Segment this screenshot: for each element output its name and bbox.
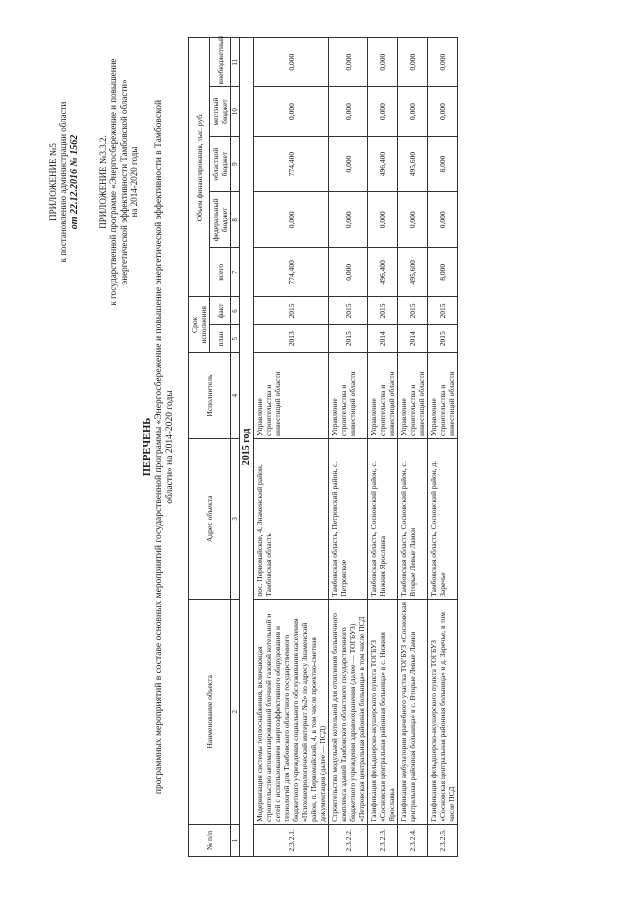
col-total-header: всего (210, 248, 231, 297)
col-executor-header: Исполнитель (189, 353, 231, 439)
appendix-332-title: ПРИЛОЖЕНИЕ №3.3.2. (98, 135, 108, 229)
row-total: 496,400 (368, 248, 398, 297)
row-plan: 2014 (368, 325, 398, 353)
row-fact: 2015 (254, 297, 329, 325)
row-num: 2.3.2.2. (329, 824, 368, 856)
title-line-3: области» на 2014-2020 годы (164, 390, 175, 504)
year-row (240, 38, 254, 857)
row-fact: 2015 (398, 297, 428, 325)
row-num: 2.3.2.4. (398, 824, 428, 856)
row-local: 0,000 (368, 87, 398, 136)
table-row (398, 38, 428, 857)
row-regional: 8,000 (428, 136, 458, 192)
title-line-2: программных мероприятий в составе основных мероприятий государственной программы «Энергосбережение и повышение энергетической эффективности в Тамбовской (154, 99, 165, 795)
col-number: 2 (231, 599, 240, 824)
row-federal: 0,000 (329, 192, 368, 248)
col-local-header: местный бюджет (210, 87, 231, 136)
table-row (428, 38, 458, 857)
row-fact: 2015 (428, 297, 458, 325)
col-funding-header: Объем финансирования, тыс. руб. (189, 38, 210, 298)
col-number: 5 (231, 325, 240, 353)
row-offbudget: 0,000 (329, 38, 368, 87)
row-total: 0,000 (329, 248, 368, 297)
appendix-332-line2: к государственной программе «Энергосбережение и повышение (108, 58, 119, 306)
appendix-332-line4: на 2014-2020 годы (129, 146, 140, 218)
document-sheet (40, 17, 600, 887)
row-name: Газификация фельдшерско-акушерского пункта ТОГБУЗ «Сосновская центральная районная больница» в д. Заречье, в том числе ПСД (428, 599, 458, 824)
year-label: 2015 год (240, 38, 254, 857)
row-regional: 495,600 (398, 136, 428, 192)
row-plan: 2013 (254, 325, 329, 353)
row-name: Строительство модульной котельной для отопления больничного комплекса зданий Тамбовского областного государственного бюджетного учреждения здравоохранения (далее — ТОГБУЗ) «Петровская центральная районная больница» в том числе ПСД (329, 599, 368, 824)
document-title (142, 47, 176, 847)
table-row (368, 38, 398, 857)
row-executor: Управление строительства и инвестиций области (368, 353, 398, 439)
row-federal: 0,000 (428, 192, 458, 248)
header-row-1 (189, 38, 210, 857)
col-number: 4 (231, 353, 240, 439)
row-address: Тамбовская область, Петровский район, с. Петровское (329, 438, 368, 599)
row-name: Газификация амбулатории врачебного участка ТОГБУЗ «Сосновская центральная районная больница» в с. Вторые Левые Ламки (398, 599, 428, 824)
appendix-5-subtitle: к постановлению администрации области (58, 101, 69, 263)
row-offbudget: 0,000 (368, 38, 398, 87)
col-number: 9 (231, 136, 240, 192)
row-executor: Управление строительства и инвестиций области (329, 353, 368, 439)
row-total: 495,600 (398, 248, 428, 297)
row-federal: 0,000 (254, 192, 329, 248)
row-offbudget: 0,000 (428, 38, 458, 87)
row-address: Тамбовская область, Сосновский район, с. Вторые Левые Ламки (398, 438, 428, 599)
row-plan: 2015 (329, 325, 368, 353)
row-address: Тамбовская область, Сосновский район, д. Заречье (428, 438, 458, 599)
row-num: 2.3.2.3. (368, 824, 398, 856)
row-executor: Управление строительства и инвестиций области (254, 353, 329, 439)
row-federal: 0,000 (368, 192, 398, 248)
row-local: 0,000 (428, 87, 458, 136)
col-name-header: Наименование объекта (189, 599, 231, 824)
row-regional: 0,000 (329, 136, 368, 192)
row-fact: 2015 (368, 297, 398, 325)
table-row (254, 38, 329, 857)
col-num-header: № п/п (189, 824, 231, 856)
row-num: 2.3.2.1. (254, 824, 329, 856)
measures-table (188, 37, 458, 857)
col-number: 6 (231, 297, 240, 325)
appendix-5-title: ПРИЛОЖЕНИЕ №5 (48, 143, 58, 221)
appendix-332-header (98, 37, 139, 327)
appendix-332-line3: энергетической эффективности Тамбовской области» (118, 79, 129, 285)
row-plan: 2015 (428, 325, 458, 353)
row-local: 0,000 (398, 87, 428, 136)
col-federal-header: федеральный бюджет (210, 192, 231, 248)
col-term-header: Срок исполнения (189, 297, 210, 353)
col-address-header: Адрес объекта (189, 438, 231, 599)
row-executor: Управление строительства и инвестиций области (428, 353, 458, 439)
col-plan-header: план (210, 325, 231, 353)
row-name: Модернизация системы теплоснабжения, включающая строительство автоматизированной блочной газовой котельной и сетей с использованием энергоэффективного оборудования и технологий для Тамбовского областного государственного бюджетного учреждения социального обслуживания населения «Психоневрологический интернат №2» по адресу Знаменский район, п. Первомайский, 4, в том числе проектно-сметная документация (далее — ПСД) (254, 599, 329, 824)
row-num: 2.3.2.5. (428, 824, 458, 856)
row-regional: 774,400 (254, 136, 329, 192)
col-regional-header: областной бюджет (210, 136, 231, 192)
row-fact: 2015 (329, 297, 368, 325)
col-number: 3 (231, 438, 240, 599)
row-offbudget: 0,000 (254, 38, 329, 87)
col-number: 1 (231, 824, 240, 856)
col-number: 11 (231, 38, 240, 87)
row-total: 774,400 (254, 248, 329, 297)
col-offbudget-header: внебюджетный (210, 38, 231, 87)
col-number: 8 (231, 192, 240, 248)
title-line-1: ПЕРЕЧЕНЬ (142, 417, 153, 477)
appendix-5-date-number: от 22.12.2016 № 1562 (68, 134, 80, 230)
col-number: 10 (231, 87, 240, 136)
row-plan: 2014 (398, 325, 428, 353)
row-offbudget: 0,000 (398, 38, 428, 87)
col-number: 7 (231, 248, 240, 297)
col-fact-header: факт (210, 297, 231, 325)
table-row (329, 38, 368, 857)
appendix-5-header (48, 37, 80, 327)
column-numbers-row (231, 38, 240, 857)
row-local: 0,000 (329, 87, 368, 136)
row-federal: 0,000 (398, 192, 428, 248)
row-local: 0,000 (254, 87, 329, 136)
row-name: Газификация фельдшерско-акушерского пункта ТОГБУЗ «Сосновская центральная районная больница» в с. Нижняя Ярославка (368, 599, 398, 824)
row-total: 8,000 (428, 248, 458, 297)
row-executor: Управление строительства и инвестиций области (398, 353, 428, 439)
row-address: пос. Первомайское, 4, Знаменский район, Тамбовская область (254, 438, 329, 599)
row-regional: 496,400 (368, 136, 398, 192)
row-address: Тамбовская область, Сосновский район, с. Нижняя Ярославка (368, 438, 398, 599)
